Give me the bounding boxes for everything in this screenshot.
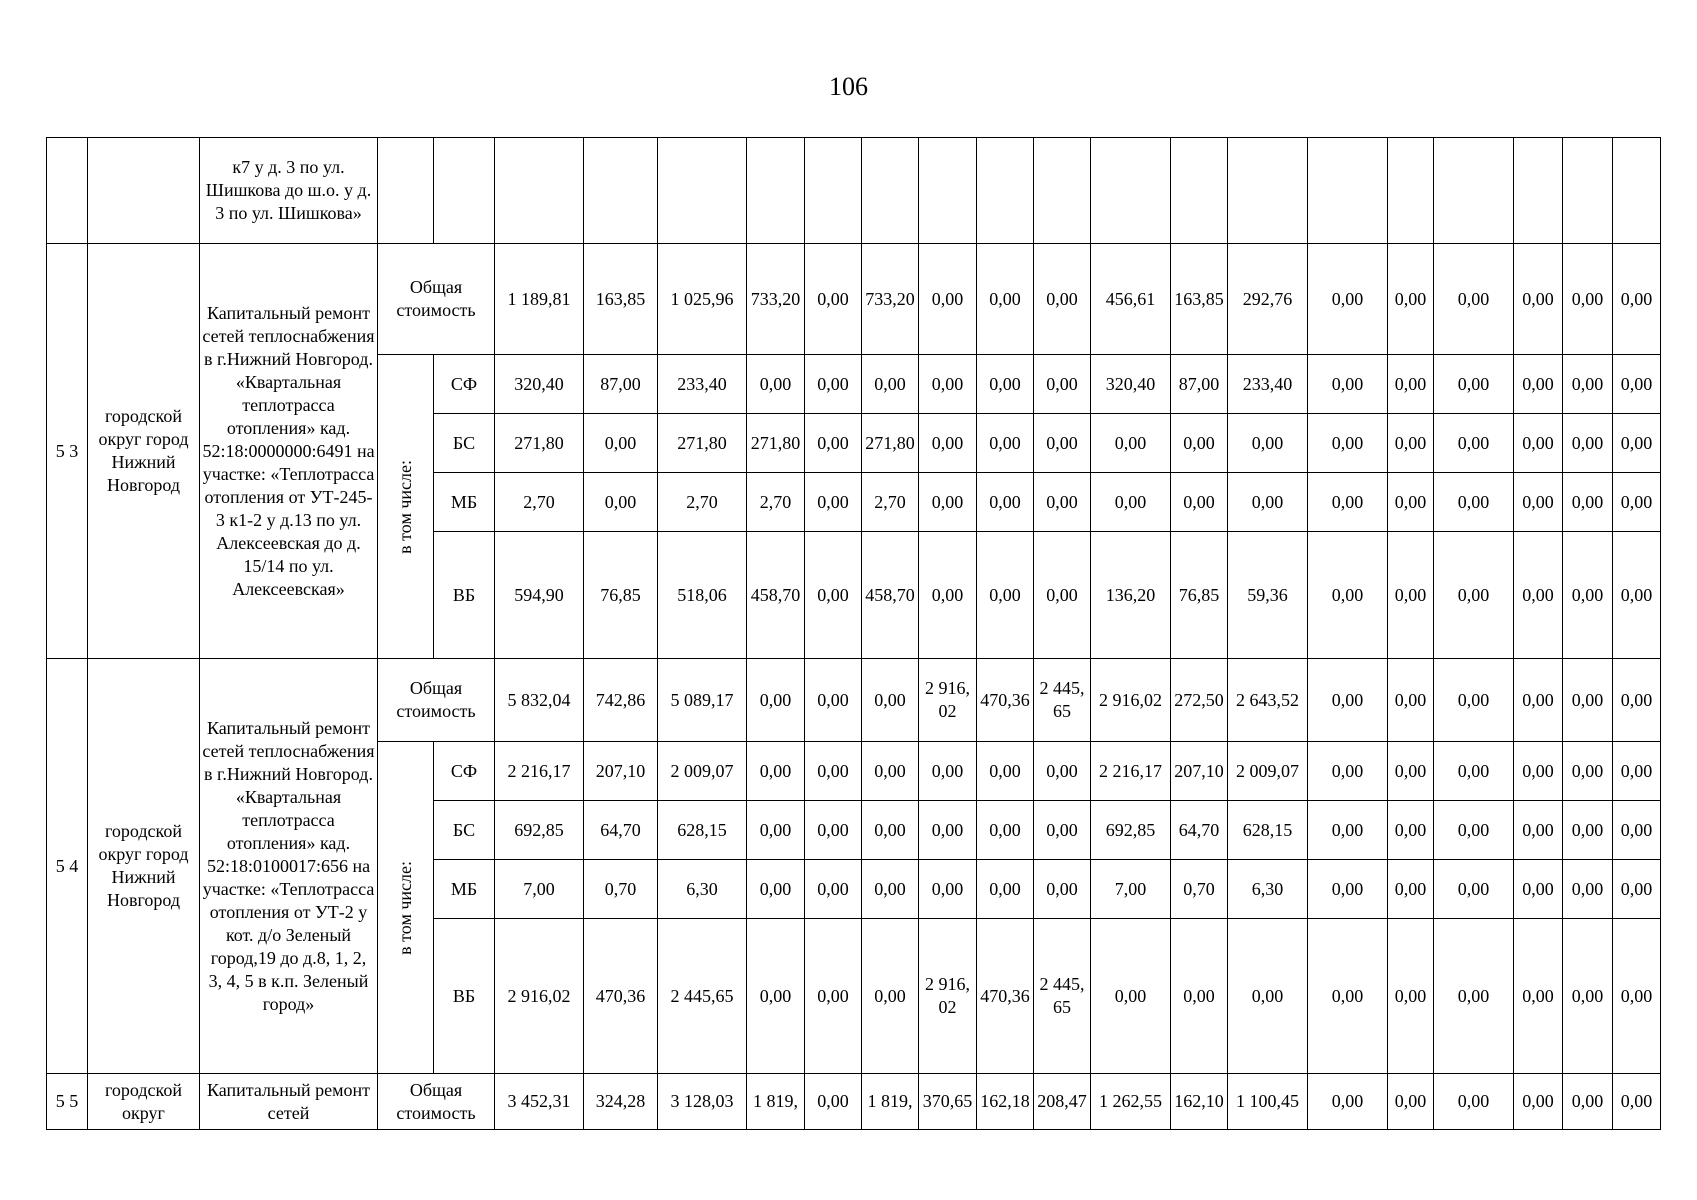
value-cell: 163,85 (584, 244, 658, 355)
value-cell: 0,70 (584, 860, 658, 919)
total-cost-label: Общая стоимость (378, 1074, 495, 1130)
value-cell: 0,00 (1434, 659, 1514, 742)
value-cell: 0,00 (919, 801, 977, 860)
value-cell: 2 643,52 (1228, 659, 1308, 742)
value-cell: 0,00 (862, 742, 919, 801)
value-cell: 0,00 (1613, 919, 1661, 1074)
value-cell: 0,00 (1034, 414, 1091, 473)
value-cell: 6,30 (658, 860, 747, 919)
value-cell: 458,70 (747, 532, 805, 659)
value-cell: 2 009,07 (1228, 742, 1308, 801)
value-cell: 6,30 (1228, 860, 1308, 919)
financing-table (46, 137, 1661, 1130)
value-cell: 0,00 (747, 659, 805, 742)
continuation-row (47, 138, 1661, 244)
value-cell: 0,00 (805, 414, 862, 473)
value-cell: 2 916,02 (919, 659, 977, 742)
value-cell: 0,00 (1613, 860, 1661, 919)
value-cell: 0,00 (805, 1074, 862, 1130)
value-cell: 0,00 (1514, 473, 1563, 532)
value-cell: 271,80 (747, 414, 805, 473)
value-cell: 0,00 (805, 659, 862, 742)
value-cell: 0,00 (862, 801, 919, 860)
value-cell: 0,00 (919, 742, 977, 801)
value-cell: 0,00 (1563, 1074, 1613, 1130)
value-cell: 0,00 (1514, 355, 1563, 414)
value-cell: 7,00 (495, 860, 584, 919)
value-cell: 0,00 (805, 742, 862, 801)
value-cell: 0,00 (1171, 414, 1228, 473)
value-cell: 1 262,55 (1091, 1074, 1171, 1130)
value-cell: 0,00 (1563, 801, 1613, 860)
value-cell: 87,00 (1171, 355, 1228, 414)
value-cell: 1 025,96 (658, 244, 747, 355)
value-cell: 0,00 (805, 244, 862, 355)
value-cell: 3 128,03 (658, 1074, 747, 1130)
value-cell: 0,00 (1308, 355, 1388, 414)
value-cell: 742,86 (584, 659, 658, 742)
value-cell: 0,00 (1434, 1074, 1514, 1130)
continued-object-description: к7 у д. 3 по ул. Шишкова до ш.о. у д. 3 по ул. Шишкова» (200, 138, 378, 244)
source-label: ВБ (434, 919, 495, 1074)
value-cell: 0,00 (1091, 414, 1171, 473)
value-cell: 0,00 (1171, 919, 1228, 1074)
table-row (47, 659, 1661, 742)
value-cell: 0,00 (1171, 473, 1228, 532)
value-cell: 0,00 (1563, 742, 1613, 801)
value-cell: 0,00 (1434, 919, 1514, 1074)
value-cell: 0,00 (977, 742, 1034, 801)
value-cell: 0,00 (747, 860, 805, 919)
value-cell: 0,00 (584, 473, 658, 532)
value-cell: 0,00 (1613, 355, 1661, 414)
value-cell: 0,00 (1034, 801, 1091, 860)
value-cell: 2,70 (658, 473, 747, 532)
value-cell: 0,00 (977, 860, 1034, 919)
value-cell: 628,15 (658, 801, 747, 860)
value-cell: 518,06 (658, 532, 747, 659)
value-cell: 0,00 (1434, 860, 1514, 919)
value-cell: 0,00 (747, 801, 805, 860)
value-cell: 0,00 (1514, 1074, 1563, 1130)
value-cell: 0,00 (977, 532, 1034, 659)
value-cell: 0,00 (805, 860, 862, 919)
value-cell: 207,10 (1171, 742, 1228, 801)
value-cell: 0,00 (1388, 659, 1434, 742)
value-cell: 2 916,02 (495, 919, 584, 1074)
value-cell: 692,85 (495, 801, 584, 860)
value-cell: 162,18 (977, 1074, 1034, 1130)
municipality-name: городской округ город Нижний Новгород (88, 244, 200, 659)
value-cell: 0,00 (1388, 532, 1434, 659)
value-cell: 0,00 (1388, 801, 1434, 860)
source-label: БС (434, 414, 495, 473)
value-cell: 470,36 (584, 919, 658, 1074)
value-cell: 0,00 (1308, 860, 1388, 919)
value-cell: 458,70 (862, 532, 919, 659)
value-cell: 0,00 (1613, 414, 1661, 473)
value-cell: 0,00 (977, 473, 1034, 532)
source-label: ВБ (434, 532, 495, 659)
value-cell: 7,00 (1091, 860, 1171, 919)
value-cell: 136,20 (1091, 532, 1171, 659)
value-cell: 2 916,02 (919, 919, 977, 1074)
value-cell: 271,80 (495, 414, 584, 473)
value-cell: 0,00 (805, 919, 862, 1074)
value-cell: 733,20 (747, 244, 805, 355)
table-row (47, 244, 1661, 355)
value-cell: 0,00 (977, 801, 1034, 860)
value-cell: 0,00 (1091, 473, 1171, 532)
value-cell: 0,00 (1228, 919, 1308, 1074)
value-cell: 0,00 (1388, 860, 1434, 919)
value-cell: 162,10 (1171, 1074, 1228, 1130)
value-cell: 0,00 (1308, 414, 1388, 473)
value-cell: 0,00 (1308, 244, 1388, 355)
value-cell: 0,00 (1388, 355, 1434, 414)
value-cell: 1 100,45 (1228, 1074, 1308, 1130)
municipality-name: городской округ (88, 1074, 200, 1130)
value-cell: 0,00 (1563, 860, 1613, 919)
value-cell: 0,00 (1563, 659, 1613, 742)
value-cell: 5 089,17 (658, 659, 747, 742)
value-cell: 0,00 (1388, 919, 1434, 1074)
value-cell: 0,00 (1308, 742, 1388, 801)
value-cell: 0,00 (1434, 414, 1514, 473)
value-cell: 0,00 (1388, 1074, 1434, 1130)
value-cell: 0,00 (1514, 532, 1563, 659)
value-cell: 0,00 (1308, 659, 1388, 742)
value-cell: 0,00 (1034, 244, 1091, 355)
value-cell: 2 445,65 (1034, 919, 1091, 1074)
value-cell: 3 452,31 (495, 1074, 584, 1130)
value-cell: 0,00 (862, 659, 919, 742)
value-cell: 0,00 (1563, 919, 1613, 1074)
value-cell: 0,00 (747, 919, 805, 1074)
value-cell: 0,00 (919, 473, 977, 532)
value-cell: 0,00 (805, 532, 862, 659)
value-cell: 470,36 (977, 919, 1034, 1074)
value-cell: 0,00 (1563, 244, 1613, 355)
value-cell: 1 819, (862, 1074, 919, 1130)
value-cell: 0,00 (1034, 473, 1091, 532)
value-cell: 0,00 (1308, 532, 1388, 659)
value-cell: 0,00 (1388, 244, 1434, 355)
value-cell: 0,00 (1434, 473, 1514, 532)
value-cell: 0,00 (919, 414, 977, 473)
source-label: МБ (434, 473, 495, 532)
table-row (47, 1074, 1661, 1130)
object-description: Капитальный ремонт сетей теплоснабжения в г.Нижний Новгород. «Квартальная теплотрасса отопления» кад. 52:18:0100017:656 на участке: «Теплотрасса отопления от УТ-2 у кот. д/о Зеленый город,19 до д.8, 1, 2, 3, 4, 5 в к.п. Зеленый город» (200, 659, 378, 1074)
value-cell: 0,00 (977, 414, 1034, 473)
value-cell: 2,70 (495, 473, 584, 532)
source-label: БС (434, 801, 495, 860)
value-cell: 2,70 (747, 473, 805, 532)
value-cell: 272,50 (1171, 659, 1228, 742)
value-cell: 0,00 (919, 860, 977, 919)
value-cell: 0,00 (1563, 473, 1613, 532)
in-total-label (378, 742, 434, 1074)
value-cell: 0,00 (862, 919, 919, 1074)
value-cell: 0,00 (1563, 414, 1613, 473)
value-cell: 324,28 (584, 1074, 658, 1130)
value-cell: 0,00 (805, 473, 862, 532)
row-number: 5 4 (47, 659, 88, 1074)
value-cell: 320,40 (1091, 355, 1171, 414)
value-cell: 0,00 (1434, 355, 1514, 414)
value-cell: 64,70 (584, 801, 658, 860)
value-cell: 0,00 (1228, 473, 1308, 532)
value-cell: 0,00 (1434, 801, 1514, 860)
value-cell: 456,61 (1091, 244, 1171, 355)
value-cell: 0,00 (1563, 355, 1613, 414)
value-cell: 0,00 (977, 244, 1034, 355)
value-cell: 0,00 (1388, 414, 1434, 473)
row-number: 5 3 (47, 244, 88, 659)
value-cell: 470,36 (977, 659, 1034, 742)
value-cell: 0,00 (919, 244, 977, 355)
value-cell: 0,00 (862, 355, 919, 414)
value-cell: 5 832,04 (495, 659, 584, 742)
value-cell: 1 189,81 (495, 244, 584, 355)
value-cell: 2 216,17 (1091, 742, 1171, 801)
in-total-text: в том числе: (395, 459, 415, 554)
source-label: СФ (434, 355, 495, 414)
value-cell: 628,15 (1228, 801, 1308, 860)
value-cell: 0,00 (919, 355, 977, 414)
value-cell: 0,00 (805, 801, 862, 860)
value-cell: 87,00 (584, 355, 658, 414)
value-cell: 0,00 (919, 532, 977, 659)
value-cell: 76,85 (584, 532, 658, 659)
value-cell: 0,00 (1308, 801, 1388, 860)
value-cell: 2,70 (862, 473, 919, 532)
value-cell: 0,00 (584, 414, 658, 473)
value-cell: 2 916,02 (1091, 659, 1171, 742)
value-cell: 233,40 (658, 355, 747, 414)
value-cell: 0,00 (1228, 414, 1308, 473)
value-cell: 64,70 (1171, 801, 1228, 860)
value-cell: 59,36 (1228, 532, 1308, 659)
value-cell: 0,00 (1308, 1074, 1388, 1130)
value-cell: 0,00 (1034, 860, 1091, 919)
page-number: 106 (829, 72, 868, 101)
value-cell: 0,00 (1434, 742, 1514, 801)
value-cell: 76,85 (1171, 532, 1228, 659)
value-cell: 207,10 (584, 742, 658, 801)
value-cell: 594,90 (495, 532, 584, 659)
value-cell: 1 819, (747, 1074, 805, 1130)
source-label: МБ (434, 860, 495, 919)
value-cell: 0,00 (1514, 244, 1563, 355)
value-cell: 233,40 (1228, 355, 1308, 414)
value-cell: 0,00 (1563, 532, 1613, 659)
value-cell: 0,00 (1514, 801, 1563, 860)
value-cell: 733,20 (862, 244, 919, 355)
municipality-name: городской округ город Нижний Новгород (88, 659, 200, 1074)
value-cell: 0,00 (1613, 532, 1661, 659)
value-cell: 0,00 (1514, 414, 1563, 473)
value-cell: 370,65 (919, 1074, 977, 1130)
object-description: Капитальный ремонт сетей (200, 1074, 378, 1130)
value-cell: 0,00 (1514, 659, 1563, 742)
value-cell: 0,00 (1034, 742, 1091, 801)
value-cell: 0,00 (977, 355, 1034, 414)
in-total-label (378, 355, 434, 659)
object-description: Капитальный ремонт сетей теплоснабжения в г.Нижний Новгород. «Квартальная теплотрасса отопления» кад. 52:18:0000000:6491 на участке: «Теплотрасса отопления от УТ-245-3 к1-2 у д.13 по ул. Алексеевская до д. 15/14 по ул. Алексеевская» (200, 244, 378, 659)
value-cell: 2 216,17 (495, 742, 584, 801)
total-cost-label: Общая стоимость (378, 244, 495, 355)
value-cell: 163,85 (1171, 244, 1228, 355)
value-cell: 0,00 (1514, 860, 1563, 919)
value-cell: 0,00 (1388, 473, 1434, 532)
value-cell: 0,00 (1613, 801, 1661, 860)
value-cell: 0,00 (1434, 244, 1514, 355)
value-cell: 0,00 (1388, 742, 1434, 801)
value-cell: 208,47 (1034, 1074, 1091, 1130)
value-cell: 0,00 (1308, 919, 1388, 1074)
value-cell: 0,00 (1613, 473, 1661, 532)
value-cell: 0,00 (747, 355, 805, 414)
value-cell: 292,76 (1228, 244, 1308, 355)
value-cell: 0,00 (1613, 244, 1661, 355)
value-cell: 0,00 (1034, 532, 1091, 659)
value-cell: 0,00 (1514, 919, 1563, 1074)
value-cell: 0,00 (1034, 355, 1091, 414)
source-label: СФ (434, 742, 495, 801)
value-cell: 2 445,65 (1034, 659, 1091, 742)
value-cell: 0,00 (1434, 532, 1514, 659)
in-total-text: в том числе: (395, 860, 415, 955)
value-cell: 0,00 (805, 355, 862, 414)
value-cell: 2 009,07 (658, 742, 747, 801)
value-cell: 0,00 (1613, 659, 1661, 742)
total-cost-label: Общая стоимость (378, 659, 495, 742)
value-cell: 0,00 (1091, 919, 1171, 1074)
value-cell: 271,80 (658, 414, 747, 473)
value-cell: 0,00 (747, 742, 805, 801)
row-number: 5 5 (47, 1074, 88, 1130)
value-cell: 320,40 (495, 355, 584, 414)
value-cell: 692,85 (1091, 801, 1171, 860)
value-cell: 271,80 (862, 414, 919, 473)
value-cell: 0,00 (1514, 742, 1563, 801)
value-cell: 0,00 (1308, 473, 1388, 532)
value-cell: 0,00 (1613, 1074, 1661, 1130)
value-cell: 2 445,65 (658, 919, 747, 1074)
value-cell: 0,00 (1613, 742, 1661, 801)
value-cell: 0,70 (1171, 860, 1228, 919)
value-cell: 0,00 (862, 860, 919, 919)
